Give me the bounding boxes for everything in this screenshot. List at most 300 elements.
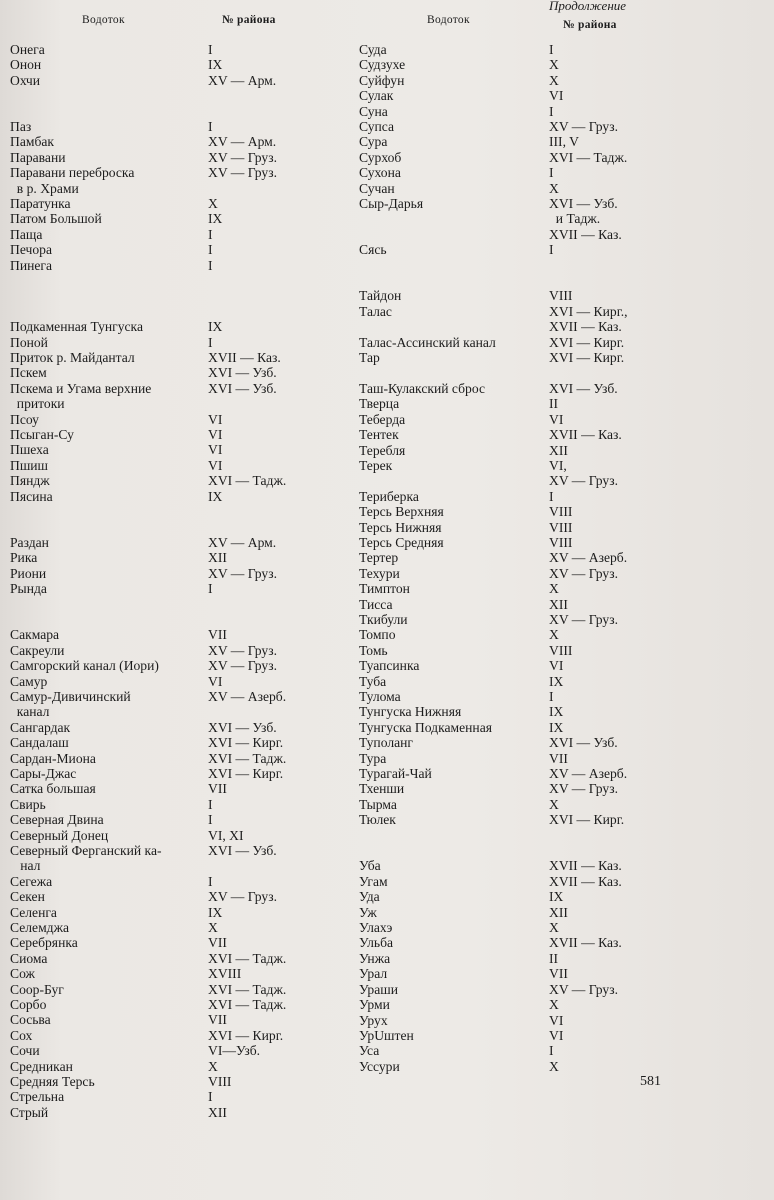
table-row	[359, 396, 719, 411]
region-number: XV — Арм.	[208, 534, 277, 550]
watercourse-name: Талас	[359, 303, 392, 319]
region-number	[208, 396, 370, 411]
region-number: I	[549, 242, 554, 258]
table-row	[10, 858, 370, 873]
region-number: XVII — Каз.	[549, 226, 622, 242]
watercourse-name: Паравани	[10, 149, 66, 165]
region-number: VII	[208, 1012, 227, 1028]
region-number: VI	[208, 427, 223, 443]
table-row	[10, 473, 370, 488]
watercourse-name: Пясина	[10, 488, 53, 504]
region-number: VI, XI	[208, 827, 244, 843]
table-row	[10, 1105, 370, 1120]
region-number: XVII — Каз.	[549, 935, 622, 951]
table-row	[10, 704, 370, 719]
region-number: VI	[549, 1027, 564, 1043]
region-number: IX	[208, 488, 223, 504]
table-row	[359, 181, 719, 196]
watercourse-name: Техури	[359, 565, 400, 581]
table-row	[359, 797, 719, 812]
watercourse-name: Самур-Дивичинский	[10, 688, 131, 704]
table-row	[359, 735, 719, 750]
table-row	[10, 997, 370, 1012]
region-number: XVI — Тадж.	[549, 149, 628, 165]
region-number: XV — Груз.	[549, 119, 618, 135]
region-number: VIII	[549, 519, 573, 535]
watercourse-name: Самгорский канал (Иори)	[10, 658, 159, 674]
watercourse-name: Паратунка	[10, 196, 71, 212]
region-number: XV — Груз.	[549, 981, 618, 997]
watercourse-name: Туполанг	[359, 735, 413, 751]
table-row	[10, 412, 370, 427]
region-number	[208, 858, 370, 873]
table-row	[359, 535, 719, 550]
region-number: I	[208, 242, 213, 258]
row-spacer	[359, 273, 719, 288]
table-row	[359, 658, 719, 673]
watercourse-name: Улахэ	[359, 920, 393, 936]
table-row	[359, 88, 719, 103]
region-number: II	[549, 950, 559, 966]
watercourse-name: Паз	[10, 119, 32, 134]
region-number: XV — Груз.	[549, 473, 618, 489]
table-row	[10, 365, 370, 380]
watercourse-name: Поной	[10, 334, 48, 350]
table-row	[359, 1059, 719, 1074]
watercourse-name: Тунгуска Нижняя	[359, 704, 462, 720]
region-number: XII	[549, 904, 568, 920]
watercourse-name: Онон	[10, 57, 42, 73]
table-row	[10, 1028, 370, 1043]
table-row	[10, 581, 370, 596]
table-row	[10, 350, 370, 365]
watercourse-name	[359, 211, 549, 226]
table-row	[359, 427, 719, 442]
region-number: VI	[549, 658, 564, 674]
region-number: X	[549, 920, 559, 936]
region-number: X	[208, 1058, 218, 1074]
table-row	[10, 1074, 370, 1089]
region-number: II	[549, 396, 559, 412]
region-number: XII	[549, 442, 568, 458]
watercourse-name: Сардан-Миона	[10, 750, 96, 766]
region-number: I	[208, 257, 213, 273]
watercourse-name: Талас-Ассинский канал	[359, 334, 496, 350]
region-number: IX	[549, 673, 564, 689]
right-column	[359, 42, 719, 1074]
region-number: VI	[208, 411, 223, 427]
region-number: XV — Груз.	[208, 658, 277, 674]
watercourse-name: Паща	[10, 226, 43, 242]
table-row	[10, 458, 370, 473]
watercourse-name: Тайдон	[359, 288, 402, 304]
watercourse-name: Териберка	[359, 488, 419, 504]
watercourse-name: Тар	[359, 350, 380, 366]
watercourse-name: Раздан	[10, 534, 49, 550]
watercourse-name: Уссури	[359, 1058, 400, 1074]
watercourse-name: Тюлек	[359, 812, 396, 828]
table-row	[10, 442, 370, 457]
watercourse-name: Тентек	[359, 427, 399, 443]
row-spacer	[10, 520, 370, 535]
region-number: VIII	[549, 504, 573, 520]
region-number: XV — Азерб.	[549, 550, 628, 566]
watercourse-name: Сож	[10, 966, 35, 982]
watercourse-name: нал	[10, 858, 41, 874]
watercourse-name: Сосьва	[10, 1012, 51, 1028]
region-number: VII	[549, 750, 568, 766]
watercourse-name: Риони	[10, 565, 47, 581]
table-row	[359, 443, 719, 458]
watercourse-name: Северная Двина	[10, 812, 104, 828]
table-row	[359, 751, 719, 766]
region-number: XII	[208, 1104, 227, 1120]
region-number: I	[549, 689, 554, 705]
table-row	[10, 535, 370, 550]
region-number: XV — Азерб.	[208, 688, 287, 704]
watercourse-name: Самур	[10, 673, 48, 689]
watercourse-name: Подкаменная Тунгуска	[10, 319, 143, 335]
table-row	[10, 396, 370, 411]
watercourse-name: Стрый	[10, 1104, 49, 1120]
watercourse-name: Таш-Кулакский сброс	[359, 380, 485, 396]
watercourse-name: канал	[10, 704, 50, 720]
watercourse-name: Туапсинка	[359, 658, 420, 674]
table-row	[359, 196, 719, 211]
table-row	[359, 57, 719, 72]
table-row	[10, 966, 370, 981]
table-row	[10, 242, 370, 257]
table-row	[359, 211, 719, 226]
region-number: I	[549, 103, 554, 119]
region-number: X	[549, 57, 559, 73]
region-number: XV — Груз.	[208, 642, 277, 658]
region-number: XVI — Тадж.	[208, 981, 287, 997]
watercourse-name: Онега	[10, 42, 45, 57]
region-number: I	[549, 488, 554, 504]
watercourse-name: Терсь Средняя	[359, 534, 444, 550]
watercourse-name: Сох	[10, 1027, 33, 1043]
table-row	[10, 335, 370, 350]
region-number: IX	[549, 704, 564, 720]
region-number: X	[549, 581, 559, 597]
region-number: I	[208, 1089, 213, 1105]
watercourse-name: Пскема и Угама верхние	[10, 380, 152, 396]
region-number: VII	[208, 781, 227, 797]
region-number: XVI — Тадж.	[208, 750, 287, 766]
watercourse-name: Рында	[10, 581, 47, 597]
watercourse-name: Стрельна	[10, 1089, 65, 1105]
region-number: IX	[208, 319, 223, 335]
watercourse-name: Пшиш	[10, 457, 49, 473]
watercourse-name: Терсь Нижняя	[359, 519, 442, 535]
table-row	[10, 658, 370, 673]
watercourse-name: Сары-Джас	[10, 765, 77, 781]
watercourse-name: Сандалаш	[10, 735, 69, 751]
watercourse-name: Сыр-Дарья	[359, 196, 424, 212]
table-row	[359, 227, 719, 242]
watercourse-name: Серебрянка	[10, 935, 78, 951]
watercourse-name: Ульба	[359, 935, 394, 951]
watercourse-name: Угам	[359, 873, 388, 889]
table-row	[359, 42, 719, 57]
table-row	[10, 1059, 370, 1074]
table-row	[359, 905, 719, 920]
watercourse-name: Пяндж	[10, 473, 50, 489]
watercourse-name: Тырма	[359, 796, 397, 812]
region-number: XVII — Каз.	[208, 350, 281, 366]
watercourse-name: Сорбо	[10, 997, 47, 1013]
watercourse-name: в р. Храми	[10, 180, 79, 196]
region-number: IX	[208, 904, 223, 920]
watercourse-name: притоки	[10, 396, 65, 412]
table-row	[10, 227, 370, 242]
table-row	[359, 489, 719, 504]
region-number: I	[549, 42, 554, 57]
table-row	[359, 951, 719, 966]
table-row	[359, 889, 719, 904]
region-number: III, V	[549, 134, 579, 150]
watercourse-name: Сучан	[359, 180, 395, 196]
region-number: XVII — Каз.	[549, 873, 622, 889]
table-row	[359, 612, 719, 627]
table-row	[359, 150, 719, 165]
watercourse-name: Соор-Буг	[10, 981, 64, 997]
region-number	[208, 181, 370, 196]
table-row	[10, 751, 370, 766]
table-row	[10, 1012, 370, 1027]
row-spacer	[10, 104, 370, 119]
region-number: X	[549, 997, 559, 1013]
watercourse-name: Пшеха	[10, 442, 49, 458]
region-number: I	[208, 812, 213, 828]
table-row	[10, 181, 370, 196]
table-row	[10, 1043, 370, 1058]
watercourse-name: Теребля	[359, 442, 406, 458]
row-spacer	[10, 88, 370, 103]
region-number: X	[549, 72, 559, 88]
region-number: VI	[208, 442, 223, 458]
table-row	[10, 735, 370, 750]
table-row	[359, 643, 719, 658]
watercourse-name: Сегежа	[10, 873, 53, 889]
table-row	[10, 381, 370, 396]
region-number: XVII — Каз.	[549, 319, 622, 335]
table-row	[10, 812, 370, 827]
watercourse-name: Терек	[359, 457, 393, 473]
table-row	[359, 104, 719, 119]
table-row	[359, 781, 719, 796]
table-row	[359, 597, 719, 612]
row-spacer	[359, 366, 719, 381]
table-row	[10, 73, 370, 88]
region-number: VI	[208, 673, 223, 689]
watercourse-name: Сакмара	[10, 627, 60, 643]
table-row	[10, 42, 370, 57]
watercourse-name: Урал	[359, 966, 388, 982]
region-number	[208, 704, 370, 719]
table-row	[10, 828, 370, 843]
watercourse-name: Патом Большой	[10, 211, 102, 227]
table-row	[10, 889, 370, 904]
watercourse-name: Сочи	[10, 1043, 40, 1059]
region-number: X	[549, 180, 559, 196]
watercourse-name: Судзухе	[359, 57, 406, 73]
right-header-region-number: № района	[563, 19, 617, 31]
table-row	[359, 674, 719, 689]
table-row	[359, 473, 719, 488]
region-number: XVI — Узб.	[549, 735, 618, 751]
watercourse-name: Рика	[10, 550, 38, 566]
region-number: IX	[208, 211, 223, 227]
region-number: VI	[208, 457, 223, 473]
watercourse-name: Уда	[359, 889, 380, 905]
watercourse-name: Тисса	[359, 596, 393, 612]
watercourse-name: Тулома	[359, 689, 401, 705]
region-number: XVI — Узб.	[549, 380, 618, 396]
table-row	[10, 427, 370, 442]
table-row	[10, 843, 370, 858]
row-spacer	[359, 828, 719, 843]
left-header-region-number: № района	[222, 14, 276, 26]
watercourse-name: Томпо	[359, 627, 396, 643]
table-row	[359, 319, 719, 334]
table-row	[10, 319, 370, 334]
table-row	[359, 689, 719, 704]
region-number: XVI — Узб.	[208, 365, 277, 381]
watercourse-name: Урми	[359, 997, 390, 1013]
region-number: XV — Груз.	[549, 565, 618, 581]
table-row	[10, 781, 370, 796]
watercourse-name: Пинега	[10, 257, 53, 273]
table-row	[10, 627, 370, 642]
region-number: VII	[549, 966, 568, 982]
region-number: XVII — Каз.	[549, 427, 622, 443]
table-row	[10, 874, 370, 889]
region-number: X	[549, 796, 559, 812]
region-number: VII	[208, 935, 227, 951]
region-number: XVII — Каз.	[549, 858, 622, 874]
table-row	[359, 581, 719, 596]
table-row	[10, 689, 370, 704]
region-number: XV — Груз.	[549, 611, 618, 627]
watercourse-name: Суйфун	[359, 72, 405, 88]
region-number: I	[549, 1043, 554, 1059]
row-spacer	[359, 843, 719, 858]
table-row	[10, 258, 370, 273]
region-number: I	[208, 119, 213, 134]
table-row	[359, 242, 719, 257]
row-spacer	[10, 288, 370, 303]
region-number: I	[208, 226, 213, 242]
table-row	[359, 627, 719, 642]
table-row	[10, 935, 370, 950]
table-row	[359, 858, 719, 873]
watercourse-name: Турагай-Чай	[359, 766, 432, 782]
region-number: VIII	[549, 642, 573, 658]
region-number: XVI — Узб.	[208, 842, 277, 858]
region-number: VI,	[549, 457, 567, 473]
region-number: I	[208, 334, 213, 350]
watercourse-name: Терсь Верхняя	[359, 504, 444, 520]
table-row	[359, 766, 719, 781]
watercourse-name: Сулак	[359, 88, 394, 104]
watercourse-name: Тура	[359, 750, 387, 766]
watercourse-name: Ткибули	[359, 611, 408, 627]
region-number: XV — Груз.	[208, 889, 277, 905]
table-row	[359, 982, 719, 997]
watercourse-name: Сурхоб	[359, 149, 402, 165]
region-number: VIII	[549, 534, 573, 550]
watercourse-name: Тимптон	[359, 581, 410, 597]
watercourse-name: Сатка большая	[10, 781, 96, 797]
region-number: I	[549, 165, 554, 181]
region-number: XVI — Узб.	[208, 719, 277, 735]
region-number: XVI — Кирг.	[208, 765, 284, 781]
region-number: XV — Арм.	[208, 134, 277, 150]
table-row	[359, 350, 719, 365]
region-number: I	[208, 873, 213, 889]
table-row	[10, 643, 370, 658]
watercourse-name: Тхенши	[359, 781, 405, 797]
region-number: VII	[208, 627, 227, 643]
watercourse-name: Охчи	[10, 72, 41, 88]
row-spacer	[359, 258, 719, 273]
table-row	[359, 165, 719, 180]
region-number: XV — Груз.	[208, 149, 277, 165]
table-row	[359, 874, 719, 889]
table-row	[10, 566, 370, 581]
table-row	[10, 982, 370, 997]
watercourse-name: Сакреули	[10, 642, 65, 658]
watercourse-name: Северный Ферганский ка-	[10, 842, 162, 858]
region-number: XVI — Кирг.	[549, 812, 625, 828]
table-row	[10, 196, 370, 211]
table-row	[10, 550, 370, 565]
table-row	[10, 119, 370, 134]
table-row	[359, 504, 719, 519]
region-number: XVI — Кирг.	[208, 1027, 284, 1043]
table-row	[359, 288, 719, 303]
region-number: XVIII	[208, 966, 242, 982]
table-row	[10, 489, 370, 504]
region-number: X	[208, 920, 218, 936]
watercourse-name: Памбак	[10, 134, 55, 150]
table-row	[359, 720, 719, 735]
watercourse-name: Сухона	[359, 165, 401, 181]
region-number: VI	[549, 1012, 564, 1028]
row-spacer	[10, 504, 370, 519]
region-number: XVI — Узб.	[549, 196, 618, 212]
watercourse-name: Селемджа	[10, 920, 70, 936]
watercourse-name: Селенга	[10, 904, 57, 920]
region-number: VI	[549, 88, 564, 104]
table-row	[359, 381, 719, 396]
region-number: XV — Груз.	[208, 165, 277, 181]
watercourse-name: Суна	[359, 103, 388, 119]
table-row	[359, 1043, 719, 1058]
watercourse-name: Средняя Терсь	[10, 1074, 95, 1090]
region-number: I	[208, 581, 213, 597]
region-number: XV — Груз.	[549, 781, 618, 797]
region-number: X	[549, 627, 559, 643]
continuation-label: Продолжение	[549, 0, 627, 13]
table-row	[359, 1028, 719, 1043]
region-number: XV — Груз.	[208, 565, 277, 581]
region-number: и Тадж.	[549, 211, 601, 227]
region-number: XVI — Тадж.	[208, 950, 287, 966]
table-row	[10, 797, 370, 812]
